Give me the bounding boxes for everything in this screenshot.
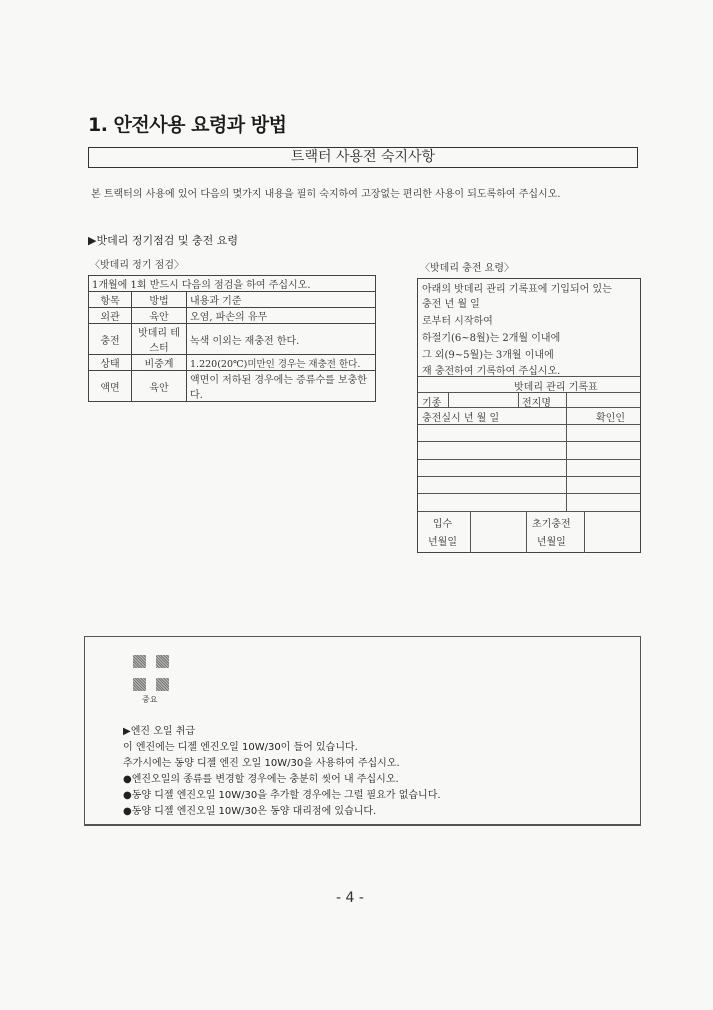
oil-heading: ▶엔진 오일 취급 <box>123 726 196 737</box>
charging-line: 충전 년 월 일 <box>422 299 480 310</box>
inspection-caption: 〈밧데리 정기 점검〉 <box>90 260 184 271</box>
inspection-table <box>88 275 376 402</box>
table-row <box>89 355 376 371</box>
note-line: ●동양 디젤 엔진오일 10W/30은 동양 대리점에 있습니다. <box>123 806 377 817</box>
battery-heading: ▶밧데리 정기점검 및 충전 요령 <box>88 234 238 247</box>
row-criteria: 녹색 이외는 재충전 한다. <box>187 324 376 355</box>
table-row <box>89 371 376 402</box>
confirm-label: 확인인 <box>596 413 625 424</box>
row-method: 육안 <box>132 308 187 324</box>
charging-line: 아래의 밧데리 관리 기록표에 기입되어 있는 <box>422 284 612 295</box>
charging-line: 로부터 시작하여 <box>422 316 493 327</box>
page-number: - 4 - <box>336 890 364 906</box>
charging-line: 하절기(6~8월)는 2개월 이내에 <box>422 333 561 344</box>
row-criteria: 오염, 파손의 유무 <box>187 308 376 324</box>
intro-text: 본 트랙터의 사용에 있어 다음의 몇가지 내용을 필히 숙지하여 고장없는 편리한 사용이 되도록하여 주십시오. <box>91 189 561 200</box>
note-line: 이 엔진에는 디젤 엔진오일 10W/30이 들어 있습니다. <box>123 742 358 753</box>
banner-title: 트랙터 사용전 숙지사항 <box>88 147 638 168</box>
row-method: 밧데리 테스터 <box>132 324 187 355</box>
important-note-box <box>84 636 641 826</box>
charging-line: 재 충전하여 기록하여 주십시오. <box>422 366 561 377</box>
table-row <box>89 308 376 324</box>
initial-charge-label: 초기충전 년월일 <box>532 519 571 548</box>
row-method: 비중계 <box>132 355 187 371</box>
charging-box <box>417 278 641 553</box>
table-row <box>89 324 376 355</box>
model-label: 기종 <box>422 398 442 409</box>
record-title: 밧데리 관리 기록표 <box>514 382 598 393</box>
row-criteria: 1.220(20℃)미만인 경우는 재충전 한다. <box>187 355 376 371</box>
note-line: ●동양 디젤 엔진오일 10W/30을 추가할 경우에는 그럴 필요가 없습니다. <box>123 790 441 801</box>
col-item: 항목 <box>89 292 132 308</box>
col-method: 방법 <box>132 292 187 308</box>
row-criteria: 액면이 저하된 경우에는 증류수를 보충한다. <box>187 371 376 402</box>
note-line: 추가시에는 동양 디젤 엔진 오일 10W/30을 사용하여 주십시오. <box>123 758 400 769</box>
row-item: 충전 <box>89 324 132 355</box>
charging-caption: 〈밧데리 충전 요령〉 <box>420 263 514 274</box>
col-criteria: 내용과 기준 <box>187 292 376 308</box>
important-label: 중요 <box>142 695 158 704</box>
inspection-header: 1개월에 1회 반드시 다음의 점검을 하여 주십시오. <box>89 276 376 292</box>
purchase-label: 입수 년월일 <box>428 519 457 548</box>
row-item: 액면 <box>89 371 132 402</box>
row-item: 외관 <box>89 308 132 324</box>
important-cross-icon <box>133 655 169 691</box>
row-method: 육안 <box>132 371 187 402</box>
note-line: ●엔진오일의 종류를 변경할 경우에는 충분히 씻어 내 주십시오. <box>123 774 399 785</box>
battery-name-label: 전지명 <box>522 398 551 409</box>
row-item: 상태 <box>89 355 132 371</box>
section-title: 1. 안전사용 요령과 방법 <box>88 114 287 136</box>
charging-line: 그 외(9~5월)는 3개월 이내에 <box>422 350 554 361</box>
charge-date-label: 충전실시 년 월 일 <box>422 413 500 424</box>
